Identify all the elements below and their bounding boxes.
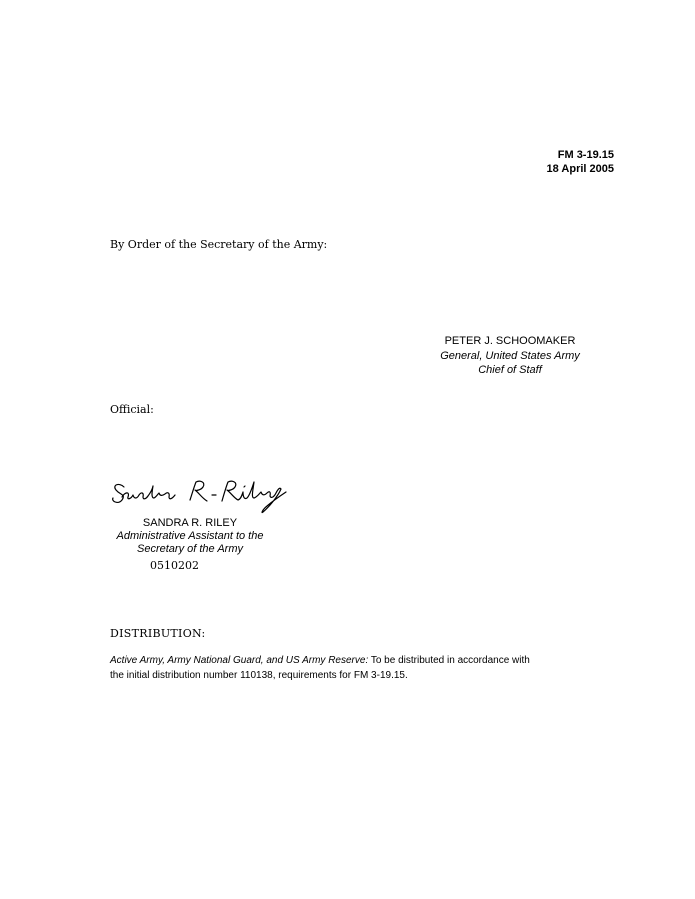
publication-date: 18 April 2005 (546, 163, 614, 175)
distribution-text (110, 653, 570, 683)
handwritten-signature (110, 470, 290, 520)
distribution-text-line-1: To be distributed in accordance with (370, 655, 530, 666)
document-header (547, 148, 614, 176)
official-label: Official: (110, 403, 154, 416)
authentication-code: 0510202 (150, 559, 199, 572)
distribution-text-line-2: the initial distribution number 110138, requirements for FM 3-19.15. (110, 670, 408, 681)
assistant-title-line-2: Secretary of the Army (137, 543, 243, 555)
assistant-name: SANDRA R. RILEY (142, 517, 238, 529)
distribution-heading: DISTRIBUTION: (110, 627, 206, 640)
chief-title: Chief of Staff (478, 364, 542, 376)
assistant-title-line-1: Administrative Assistant to the (116, 530, 264, 542)
distribution-recipients: Active Army, Army National Guard, and US Army Reserve: (110, 655, 369, 666)
chief-of-staff-block (400, 334, 620, 378)
chief-name: PETER J. SCHOOMAKER (444, 335, 576, 347)
chief-rank: General, United States Army (440, 349, 580, 362)
by-order-line: By Order of the Secretary of the Army: (110, 238, 328, 251)
manual-number: FM 3-19.15 (557, 149, 614, 161)
administrative-assistant-block (100, 517, 280, 556)
